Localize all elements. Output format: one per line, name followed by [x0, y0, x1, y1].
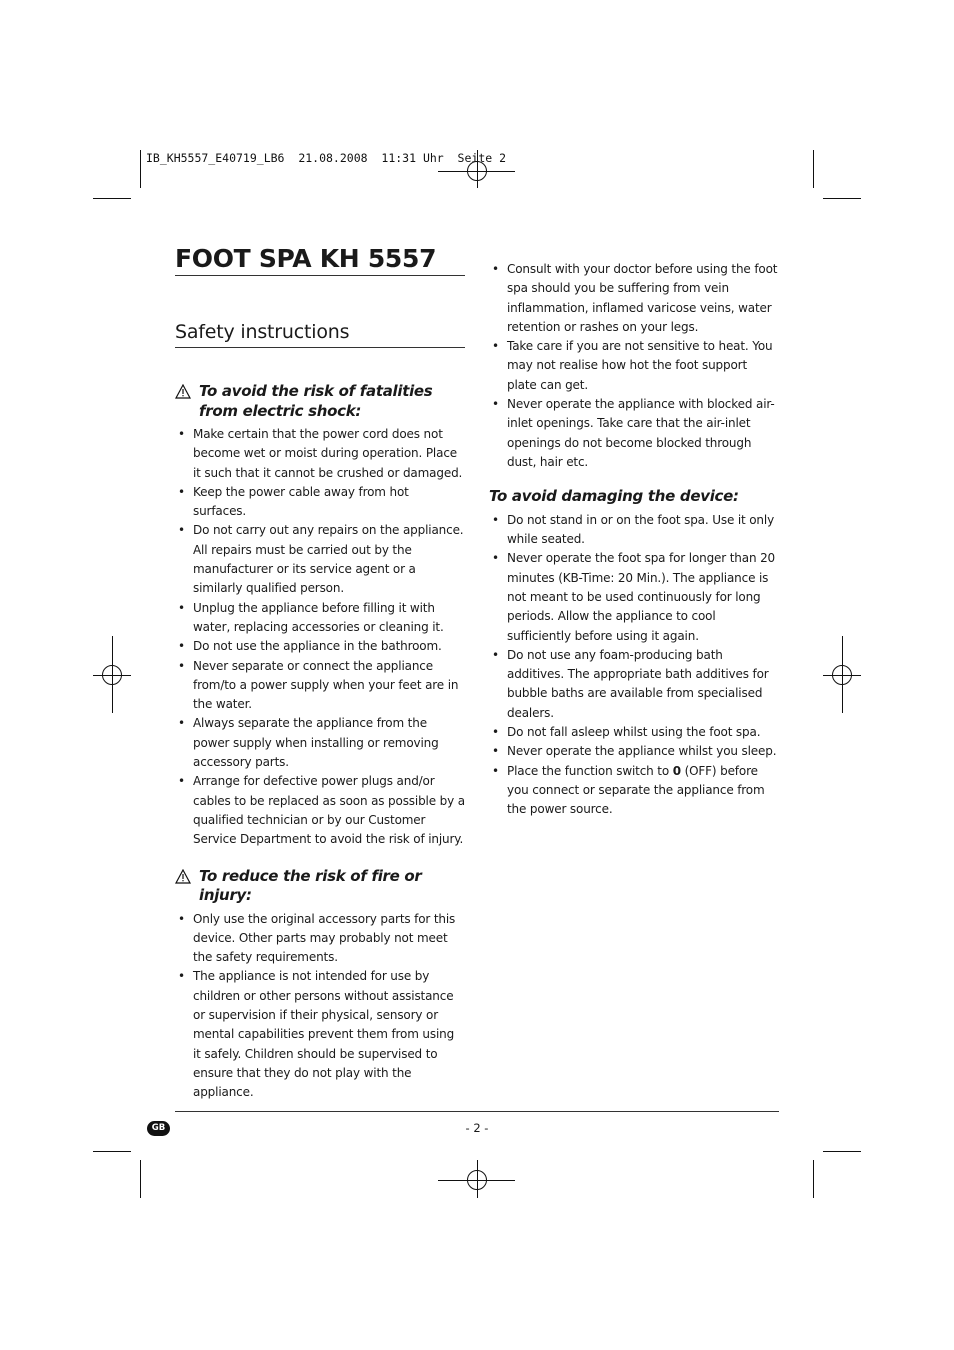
crop-mark	[823, 1151, 861, 1152]
section-heading: To reduce the risk of fire or injury:	[175, 867, 465, 906]
list-item: • Do not fall asleep whilst using the foot spa.	[489, 723, 779, 742]
crop-mark	[93, 1151, 131, 1152]
list-item: • Do not use the appliance in the bathroom.	[175, 637, 465, 656]
footer-divider	[175, 1111, 779, 1112]
crop-mark	[813, 1160, 814, 1198]
warning-triangle-icon	[175, 869, 191, 885]
page-number: - 2 -	[465, 1121, 489, 1135]
bullet-list	[489, 511, 779, 820]
left-column	[175, 244, 465, 1103]
registration-circle	[832, 665, 852, 685]
list-item: • The appliance is not intended for use by children or other persons without assistance or supervision if their physical, sensory or mental capabilities prevent them from using it safely. Children should be supervised to ensure that they do not play with the appliance.	[175, 967, 465, 1102]
list-item: • Do not carry out any repairs on the appliance. All repairs must be carried out by the manufacturer or its service agent or a similarly qualified person.	[175, 521, 465, 598]
list-item: • Unplug the appliance before filling it with water, replacing accessories or cleaning it.	[175, 599, 465, 638]
bullet-list	[175, 425, 465, 850]
crop-mark	[823, 198, 861, 199]
crop-mark	[93, 198, 131, 199]
list-item: • Keep the power cable away from hot surfaces.	[175, 483, 465, 522]
fire-injury-section	[175, 867, 465, 1103]
list-item: • Consult with your doctor before using the foot spa should you be suffering from vein inflammation, inflamed varicose veins, water retention or rashes on your legs.	[489, 260, 779, 337]
registration-circle	[102, 665, 122, 685]
warning-triangle-icon	[175, 384, 191, 400]
list-item: • Arrange for defective power plugs and/or cables to be replaced as soon as possible by a qualified technician or by our Customer Service Department to avoid the risk of injury.	[175, 772, 465, 849]
crop-mark	[140, 1160, 141, 1198]
device-damage-section	[489, 487, 779, 819]
list-item: • Do not use any foam-producing bath additives. The appropriate bath additives for bubble baths are available from specialised dealers.	[489, 646, 779, 723]
list-item: • Never separate or connect the appliance from/to a power supply when your feet are in the water.	[175, 657, 465, 715]
bullet-list	[175, 910, 465, 1103]
crop-mark	[813, 150, 814, 188]
list-item: • Make certain that the power cord does not become wet or moist during operation. Place it such that it cannot be crushed or damaged.	[175, 425, 465, 483]
bullet-list	[489, 260, 779, 472]
section-heading: To avoid the risk of fatalities from electric shock:	[175, 382, 465, 421]
list-item: • Place the function switch to 0 (OFF) before you connect or separate the appliance from the power source.	[489, 762, 779, 820]
list-item: • Never operate the appliance with blocked air-inlet openings. Take care that the air-inlet openings do not become blocked through dust, hair etc.	[489, 395, 779, 472]
electric-shock-section	[175, 382, 465, 850]
crop-mark	[140, 150, 141, 188]
list-item: • Do not stand in or on the foot spa. Use it only while seated.	[489, 511, 779, 550]
list-item: • Never operate the appliance whilst you sleep.	[489, 742, 779, 761]
list-item: • Always separate the appliance from the power supply when installing or removing accessory parts.	[175, 714, 465, 772]
language-badge: GB	[147, 1121, 170, 1136]
list-item: • Only use the original accessory parts for this device. Other parts may probably not meet the safety requirements.	[175, 910, 465, 968]
section-title: Safety instructions	[175, 320, 465, 348]
list-item: • Never operate the foot spa for longer than 20 minutes (KB-Time: 20 Min.). The appliance is not meant to be used continuously for long periods. Allow the appliance to cool sufficiently before using it again.	[489, 549, 779, 645]
list-item: • Take care if you are not sensitive to heat. You may not realise how hot the foot support plate can get.	[489, 337, 779, 395]
page-title: FOOT SPA KH 5557	[175, 244, 465, 276]
right-column	[489, 260, 779, 820]
section-heading: To avoid damaging the device:	[489, 487, 739, 506]
registration-circle	[467, 1170, 487, 1190]
print-slug: IB_KH5557_E40719_LB6 21.08.2008 11:31 Uhr Seite 2	[146, 151, 507, 165]
switch-position: 0	[672, 763, 681, 778]
